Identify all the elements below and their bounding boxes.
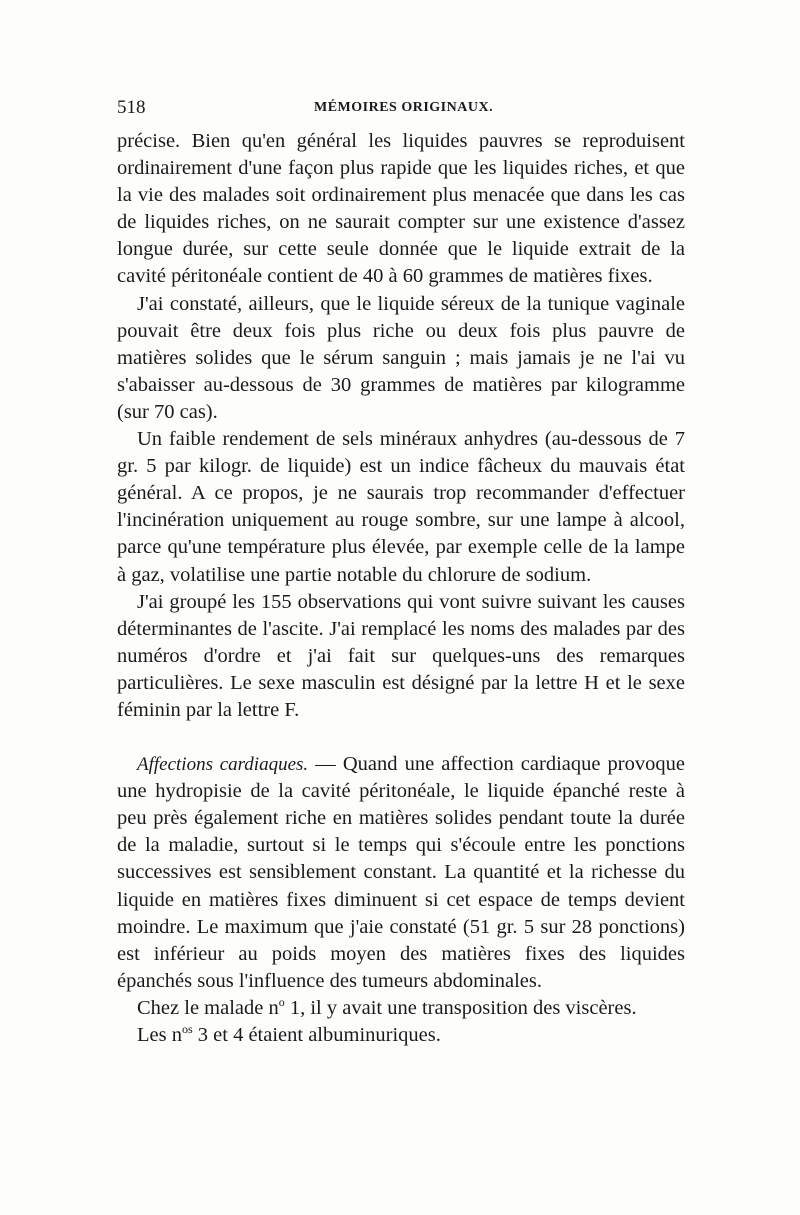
note-2-before: Les n bbox=[137, 1024, 182, 1046]
paragraph-sels-mineraux: Un faible rendement de sels minéraux anhydres (au-dessous de 7 gr. 5 par kilogr. de liquide) est un indice fâcheux du mauvais état général. A ce propos, je ne saurais trop recommander d'effectuer l'incinération uniquement au rouge sombre, sur une lampe à alcool, parce qu'une température plus élevée, par exemple celle de la lampe à gaz, volatilise une partie notable du chlorure de sodium. bbox=[117, 428, 685, 586]
note-1-after: 1, il y avait une transposition des viscères. bbox=[284, 996, 637, 1019]
note-2-after: 3 et 4 étaient albuminuriques. bbox=[192, 1024, 441, 1046]
paragraph-observations: J'ai groupé les 155 observations qui vont suivre suivant les causes déterminantes de l'ascite. J'ai remplacé les noms des malades par des numéros d'ordre et j'ai fait sur quelques-uns des remarques particulières. Le sexe masculin est désigné par la lettre H et le sexe féminin par la lettre F. bbox=[117, 590, 685, 721]
note-malades-3-4 bbox=[117, 1022, 685, 1049]
note-2-sup: os bbox=[181, 1022, 193, 1037]
running-head bbox=[117, 97, 687, 123]
note-malade-1 bbox=[117, 995, 685, 1022]
section-text: — Quand une affection cardiaque provoque une hydropisie de la cavité péritonéale, le liquide épanché reste à peu près également riche en matières solides pendant toute la durée de la maladie, surtout si le temps qui s'écoule entre les ponctions successives est sensiblement constant. La quantité et la richesse du liquide en matières fixes diminuent si cet espace de temps devient moindre. Le maximum que j'aie constaté (51 gr. 5 sur 28 ponctions) est inférieur au poids moyen des matières fixes des liquides épanchés sous l'influence des tumeurs abdominales. bbox=[117, 753, 685, 992]
page-number: 518 bbox=[117, 97, 146, 118]
paragraph-tunique-vaginale: J'ai constaté, ailleurs, que le liquide séreux de la tunique vaginale pouvait être deux fois plus riche ou deux fois plus pauvre de matières solides que le sérum sanguin ; mais jamais je ne l'ai vu s'abaisser au-dessous de 30 grammes de matières par kilogramme (sur 70 cas). bbox=[117, 292, 685, 423]
note-1-before: Chez le malade n bbox=[137, 996, 279, 1019]
section-title: Affections cardiaques. bbox=[137, 754, 309, 776]
running-title: MÉMOIRES ORIGINAUX. bbox=[314, 100, 494, 115]
section-affections-cardiaques bbox=[117, 751, 685, 995]
paragraph-continuation: précise. Bien qu'en général les liquides pauvres se reproduisent ordinairement d'une façon plus rapide que les liquides riches, et que la vie des malades soit ordinairement plus menacée que dans les cas de liquides riches, on ne saurait compter sur une existence d'assez longue durée, sur cette seule donnée que le liquide extrait de la cavité péritonéale contient de 40 à 60 grammes de matières fixes. bbox=[117, 130, 685, 288]
text-body bbox=[117, 128, 685, 1049]
note-1-sup: o bbox=[278, 995, 285, 1010]
